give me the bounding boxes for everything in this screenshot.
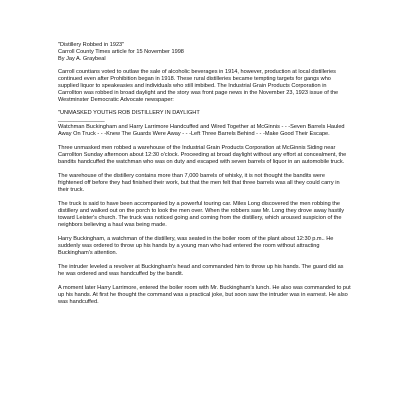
- quoted-subhead: Watchman Buckingham and Harry Larrimore Handcuffed and Wired Together at McGinnis - - -Seven Barrels Hauled Away On Truck - - -Knew The Guards Were Away - - -Left Three Barrels Behind - - -Make Good Their Escape.: [58, 124, 345, 137]
- body-paragraph: Three unmasked men robbed a warehouse of the Industrial Grain Products Corporation at McGinnis Siding near Carrollton Sunday afternoon about 12:30 o'clock. Proceeding at broad daylight without any effort at concealment, the bandits handcuffed the watchman who was on duty and escaped with seven barrels of liquor in an automobile truck.: [58, 145, 347, 165]
- body-paragraph: Harry Buckingham, a watchman of the distillery, was seated in the boiler room of the plant about 12:30 p.m.. He suddenly was ordered to throw up his hands by a young man who had entered the room without attracting Buckingham's attention.: [58, 236, 334, 256]
- article-header: [58, 42, 351, 63]
- body-paragraph: A moment later Harry Larrimore, entered the boiler room with Mr. Buckingham's lunch. He also was commanded to put up his hands. At first he thought the command was a practical joke, but soon saw the intruder was in earnest. He also was handcuffed.: [58, 285, 351, 305]
- article-title: "Distillery Robbed in 1923": [58, 42, 125, 48]
- article-source: Carroll County Times article for 15 November 1998: [58, 49, 184, 55]
- headline-rule: _______________: [58, 117, 105, 123]
- quoted-headline: "UNMASKED YOUTHS ROB DISTILLERY IN DAYLIGHT: [58, 110, 200, 116]
- article-byline: By Jay A. Graybeal: [58, 56, 106, 62]
- intro-paragraph: Carroll countians voted to outlaw the sale of alcoholic beverages in 1914, however, production at local distilleries continued even after Prohibition began in 1918. These rural distilleries became tempting targets for gangs who supplied liquor to speakeasies and individuals who still imbibed. The Industrial Grain Products Corporation in Carrollton was robbed in broad daylight and the story was front page news in the November 23, 1923 issue of the Westminster Democratic Advocate newspaper:: [58, 69, 339, 103]
- body-paragraph: The warehouse of the distillery contains more than 7,000 barrels of whisky, it is not thought the bandits were frightened off before they had finished their work, but that the men felt that three barrels was all they could carry in their truck.: [58, 173, 340, 193]
- body-paragraph: The truck is said to have been accompanied by a powerful touring car. Miles Long discovered the men robbing the distillery and walked out on the porch to look the men over. When the robbers saw Mr. Long they drove away hastily toward Leister's church. The truck was noticed going and coming from the distillery, which aroused suspicion of the neighbors believing a haul was being made.: [58, 201, 345, 228]
- body-paragraph: The intruder leveled a revolver at Buckingham's head and commanded him to throw up his hands. The guard did as he was ordered and was handcuffed by the bandit.: [58, 264, 344, 277]
